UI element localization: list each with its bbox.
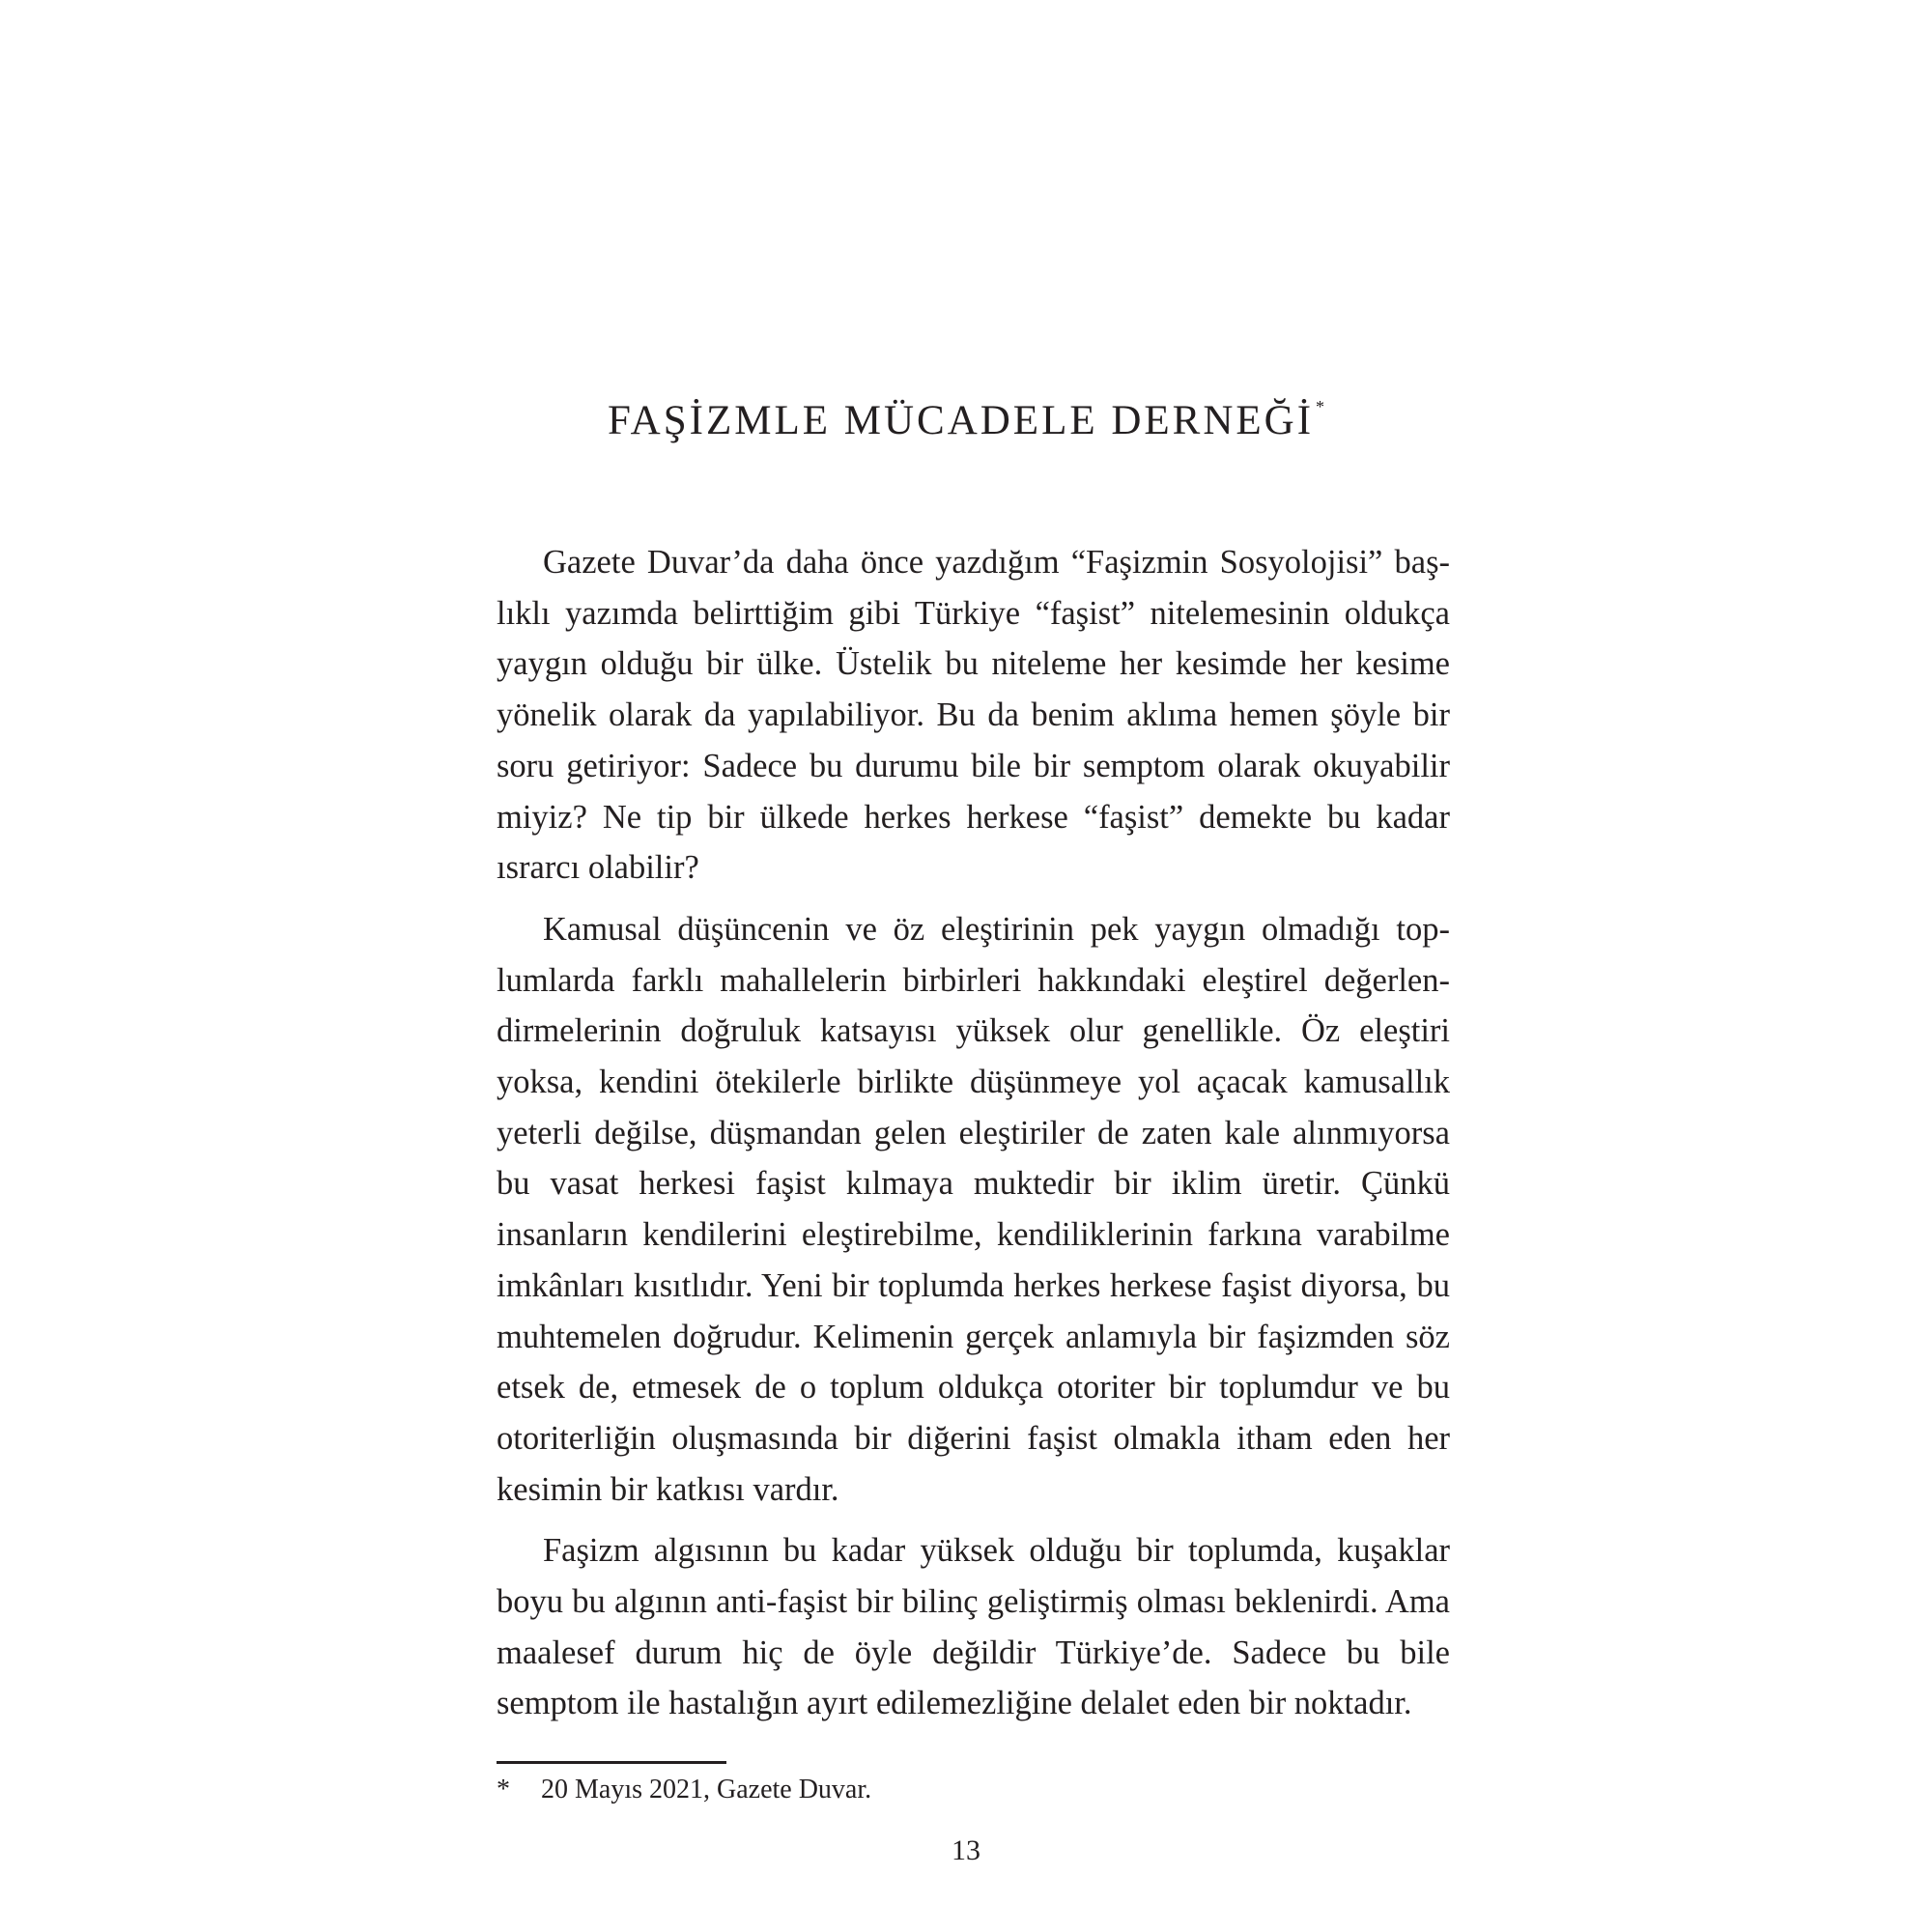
footnote-reference-marker: * [1316,397,1325,416]
footnote [497,1771,1450,1809]
paragraph-2: Kamusal düşüncenin ve öz eleştirinin pek yaygın olmadığı toplumlarda farklı mahallelerin birbirleri hakkındaki eleştirel değerlendirmelerinin doğruluk katsayısı yüksek olur genellikle. Öz eleştiri yoksa, kendini ötekilerle birlikte düşünmeye yol açacak kamusallık yeterli değilse, düşmandan gelen eleştiriler de zaten kale alınmıyorsa bu vasat herkesi faşist kılmaya muktedir bir iklim üretir. Çünkü insanların kendilerini eleştirebilme, kendiliklerinin farkına varabilme imkânları kısıtlıdır. Yeni bir toplumda herkes herkese faşist diyorsa, bu muhtemelen doğrudur. Kelimenin gerçek anlamıyla bir faşizmden söz etsek de, etmesek de o toplum oldukça otoriter bir toplumdur ve bu otoriterliğin oluşmasında bir diğerini faşist olmakla itham eden her kesimin bir katkısı vardır. [497,910,1450,1508]
chapter-title-text: FAŞİZMLE MÜCADELE DERNEĞİ [607,398,1315,443]
chapter-title [0,380,1932,448]
paragraph-1: Gazete Duvar’da daha önce yazdığım “Faşizmin Sosyolojisi” başlıklı yazımda belirttiğim gibi Türkiye “faşist” nitelemesinin oldukça yaygın olduğu bir ülke. Üstelik bu niteleme her kesimde her kesime yönelik olarak da yapılabiliyor. Bu da benim aklıma hemen şöyle bir soru getiriyor: Sadece bu durumu bile bir semptom olarak okuyabilir miyiz? Ne tip bir ülkede herkes herkese “faşist” demekte bu kadar ısrarcı olabilir? [497,544,1450,887]
footnote-text: 20 Mayıs 2021, Gazete Duvar. [541,1775,872,1804]
body-text [497,537,1450,1740]
paragraph-3: Faşizm algısının bu kadar yüksek olduğu bir toplumda, kuşaklar boyu bu algının anti-faşist bir bilinç geliştirmiş olması beklenirdi. Ama maalesef durum hiç de öyle değildir Türkiye’de. Sadece bu bile semptom ile hastalığın ayırt edilemezliğine delalet eden bir noktadır. [497,1532,1450,1722]
footnote-divider [497,1761,726,1764]
footnote-mark: * [497,1775,510,1804]
page-number: 13 [952,1834,980,1866]
